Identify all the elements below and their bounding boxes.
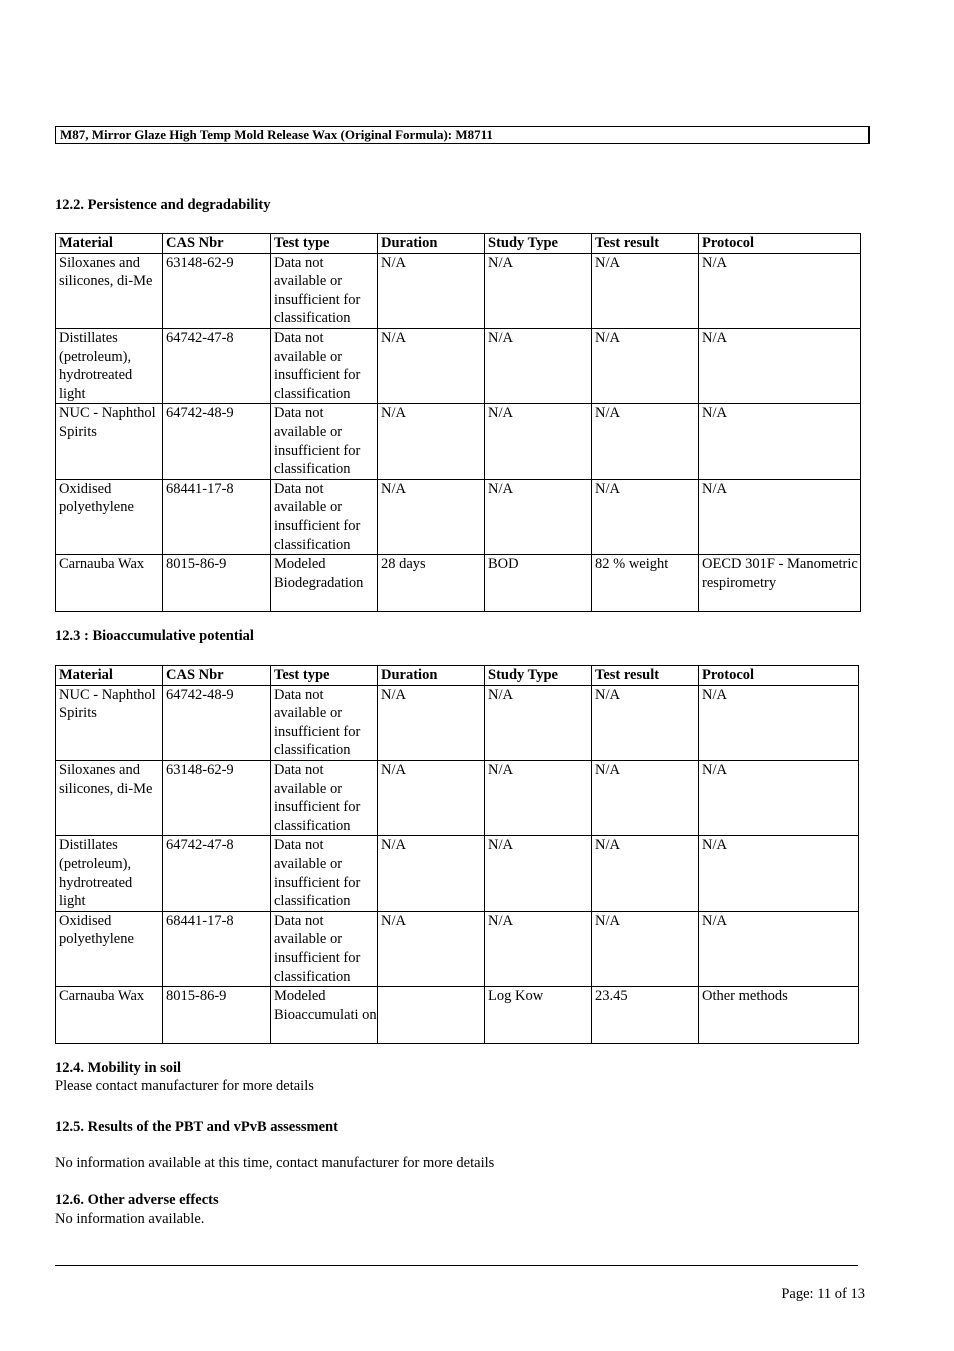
table-row [56,685,859,760]
cell-test-result: N/A [592,253,699,328]
column-header-test-type: Test type [271,234,378,254]
cell-test-type: Data not available or insufficient for classification [271,836,378,911]
column-header-material: Material [56,666,163,686]
cell-test-type: Data not available or insufficient for classification [271,253,378,328]
cell-cas-nbr: 63148-62-9 [163,760,271,835]
column-header-cas-nbr: CAS Nbr [163,666,271,686]
table-row [56,836,859,911]
table-header-row [56,234,861,254]
cell-test-result: N/A [592,911,699,986]
cell-protocol: N/A [699,911,859,986]
cell-test-type: Data not available or insufficient for classification [271,479,378,554]
cell-duration: N/A [378,253,485,328]
column-header-cas-nbr: CAS Nbr [163,234,271,254]
cell-duration: 28 days [378,555,485,612]
cell-protocol: N/A [699,479,861,554]
cell-material: NUC - Naphthol Spirits [56,404,163,479]
cell-cas-nbr: 64742-47-8 [163,836,271,911]
cell-test-type: Modeled Bioaccumulati on [271,987,378,1044]
table-row [56,555,861,612]
section-heading-bioaccumulative: 12.3 : Bioaccumulative potential [55,628,254,644]
section-heading-mobility: 12.4. Mobility in soil [55,1060,182,1076]
cell-study-type: Log Kow [485,987,592,1044]
cell-protocol: OECD 301F - Manometric respirometry [699,555,861,612]
cell-test-result: N/A [592,685,699,760]
cell-cas-nbr: 64742-48-9 [163,685,271,760]
cell-cas-nbr: 8015-86-9 [163,987,271,1044]
cell-duration: N/A [378,760,485,835]
cell-test-result: N/A [592,404,699,479]
table-row [56,911,859,986]
cell-study-type: N/A [485,760,592,835]
column-header-duration: Duration [378,234,485,254]
cell-duration: N/A [378,836,485,911]
cell-test-type: Data not available or insufficient for classification [271,685,378,760]
column-header-protocol: Protocol [699,666,859,686]
cell-test-type: Data not available or insufficient for classification [271,404,378,479]
cell-material: Siloxanes and silicones, di-Me [56,760,163,835]
cell-material: Carnauba Wax [56,987,163,1044]
column-header-study-type: Study Type [485,666,592,686]
cell-study-type: N/A [485,911,592,986]
cell-protocol: Other methods [699,987,859,1044]
table-row [56,404,861,479]
cell-study-type: N/A [485,479,592,554]
cell-protocol: N/A [699,253,861,328]
bioaccumulative-table-body [56,685,859,1044]
table-row [56,760,859,835]
section-heading-adverse-effects: 12.6. Other adverse effects [55,1192,219,1208]
cell-test-type: Data not available or insufficient for classification [271,328,378,403]
cell-test-result: N/A [592,836,699,911]
cell-duration: N/A [378,685,485,760]
pbt-text: No information available at this time, contact manufacturer for more details [55,1155,495,1171]
cell-protocol: N/A [699,685,859,760]
cell-test-type: Data not available or insufficient for classification [271,911,378,986]
cell-material: NUC - Naphthol Spirits [56,685,163,760]
cell-test-result: 82 % weight [592,555,699,612]
cell-study-type: N/A [485,253,592,328]
cell-duration: N/A [378,911,485,986]
table-row [56,479,861,554]
cell-material: Carnauba Wax [56,555,163,612]
column-header-protocol: Protocol [699,234,861,254]
mobility-text: Please contact manufacturer for more details [55,1078,314,1094]
cell-cas-nbr: 64742-48-9 [163,404,271,479]
cell-cas-nbr: 64742-47-8 [163,328,271,403]
cell-cas-nbr: 8015-86-9 [163,555,271,612]
section-heading-pbt: 12.5. Results of the PBT and vPvB assessment [55,1119,338,1135]
table-row [56,328,861,403]
cell-material: Oxidised polyethylene [56,479,163,554]
cell-material: Siloxanes and silicones, di-Me [56,253,163,328]
cell-study-type: N/A [485,328,592,403]
cell-test-type: Data not available or insufficient for classification [271,760,378,835]
persistence-table-body [56,253,861,612]
table-header-row [56,666,859,686]
bioaccumulative-table [55,665,859,1044]
cell-duration [378,987,485,1044]
cell-material: Distillates (petroleum), hydrotreated light [56,328,163,403]
cell-test-result: 23.45 [592,987,699,1044]
cell-test-result: N/A [592,760,699,835]
table-row [56,987,859,1044]
page-number: Page: 11 of 13 [781,1286,865,1302]
cell-study-type: N/A [485,836,592,911]
document-header: M87, Mirror Glaze High Temp Mold Release Wax (Original Formula): M8711 [55,126,870,144]
cell-duration: N/A [378,328,485,403]
column-header-test-result: Test result [592,666,699,686]
footer-divider [55,1265,858,1266]
persistence-table [55,233,861,612]
column-header-test-type: Test type [271,666,378,686]
cell-protocol: N/A [699,760,859,835]
cell-protocol: N/A [699,328,861,403]
column-header-study-type: Study Type [485,234,592,254]
cell-material: Oxidised polyethylene [56,911,163,986]
column-header-duration: Duration [378,666,485,686]
column-header-test-result: Test result [592,234,699,254]
cell-protocol: N/A [699,836,859,911]
cell-test-result: N/A [592,328,699,403]
cell-study-type: BOD [485,555,592,612]
cell-cas-nbr: 68441-17-8 [163,479,271,554]
adverse-effects-text: No information available. [55,1211,205,1227]
cell-duration: N/A [378,404,485,479]
cell-protocol: N/A [699,404,861,479]
cell-study-type: N/A [485,685,592,760]
cell-duration: N/A [378,479,485,554]
cell-test-type: Modeled Biodegradation [271,555,378,612]
column-header-material: Material [56,234,163,254]
cell-test-result: N/A [592,479,699,554]
section-heading-persistence: 12.2. Persistence and degradability [55,197,271,213]
cell-cas-nbr: 63148-62-9 [163,253,271,328]
cell-material: Distillates (petroleum), hydrotreated light [56,836,163,911]
cell-cas-nbr: 68441-17-8 [163,911,271,986]
cell-study-type: N/A [485,404,592,479]
table-row [56,253,861,328]
